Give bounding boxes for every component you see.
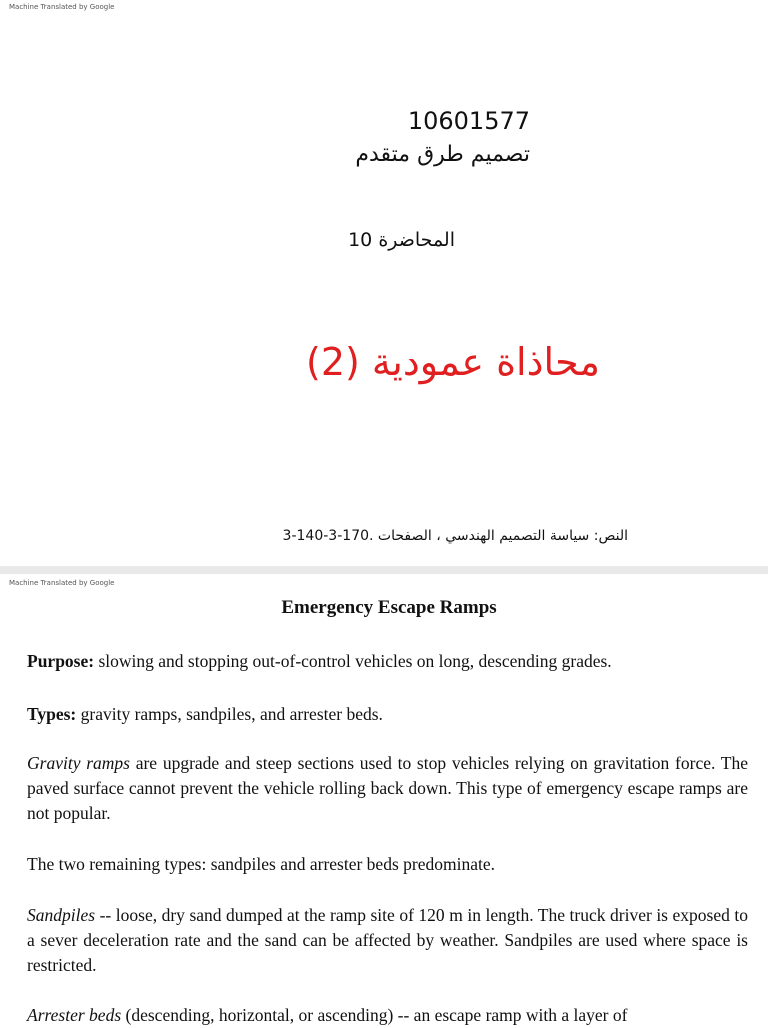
types-label: Types:: [27, 704, 77, 724]
source-reference: النص: سياسة التصميم الهندسي ، الصفحات .170-3-140-3: [282, 528, 628, 544]
page-divider: [0, 566, 768, 574]
course-code: 10601577: [407, 107, 530, 135]
gravity-ramps-text: are upgrade and steep sections used to stop vehicles relying on gravitation force. The paved surface cannot prevent the vehicle rolling back down. This type of emergency escape ramps are not popular.: [27, 753, 748, 823]
section-title: Emergency Escape Ramps: [281, 597, 497, 618]
machine-translated-label: Machine Translated by Google: [9, 3, 115, 11]
sandpiles-term: Sandpiles: [27, 905, 96, 925]
arrester-beds-paragraph: [27, 1003, 748, 1028]
arrester-beds-text: (descending, horizontal, or ascending) -- an escape ramp with a layer of: [121, 1005, 628, 1025]
purpose-paragraph: [27, 649, 748, 674]
sandpiles-paragraph: [27, 903, 748, 978]
translated-page-2: [0, 574, 768, 1024]
sandpiles-text: -- loose, dry sand dumped at the ramp site of 120 m in length. The truck driver is exposed to a sever deceleration rate and the sand can be affected by weather. Sandpiles are used where space is restricted.: [27, 905, 748, 975]
arrester-beds-term: Arrester beds: [27, 1005, 122, 1025]
lecture-number: المحاضرة 10: [348, 229, 455, 251]
gravity-ramps-paragraph: [27, 751, 748, 826]
purpose-text: slowing and stopping out-of-control vehicles on long, descending grades.: [94, 651, 612, 671]
gravity-ramps-term: Gravity ramps: [27, 753, 130, 773]
types-paragraph: [27, 702, 748, 727]
lecture-topic: محاذاة عمودية (2): [306, 340, 600, 384]
remaining-types-paragraph: The two remaining types: sandpiles and arrester beds predominate.: [27, 854, 495, 874]
course-title: تصميم طرق متقدم: [355, 142, 530, 167]
purpose-label: Purpose:: [27, 651, 95, 671]
types-text: gravity ramps, sandpiles, and arrester beds.: [76, 704, 383, 724]
machine-translated-label: Machine Translated by Google: [9, 579, 115, 587]
